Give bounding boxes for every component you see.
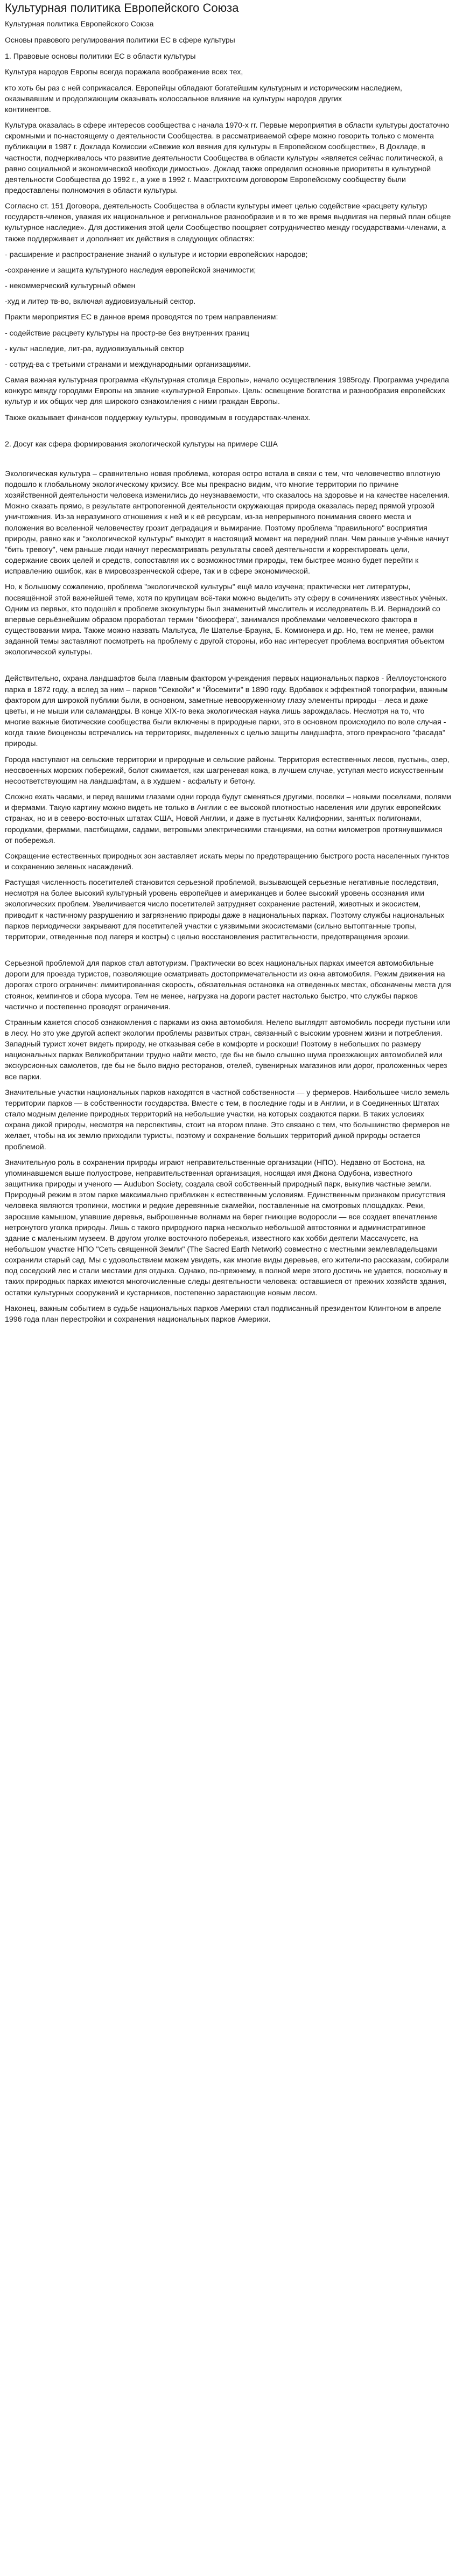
paragraph: Экологическая культура – сравнительно новая проблема, которая остро встала в связи с тем, что человечество вплотную подошло к глобальному экологическому кризису. Все мы прекрасно видим, что многие территории по причине хозяйственной деятельности человека изменились до неузнаваемости, что сказалось на здоровье и на качестве населения. Можно сказать прямо, в результате антропогенной деятельности окружающая природа оказалась перед прямой угрозой уничтожения. Из-за неразумного отношения к ней и к её ресурсам, из-за непрерывного понимания своего места и положения во вселенной человечеству грозит деградация и вымирание. Поэтому проблема "правильного" восприятия природы, равно как и "экологической культуры" выходит в настоящий момент на передний план. Чем раньше учёные начнут "бить тревогу", чем раньше люди начнут пересматривать результаты своей деятельности и корректировать цели, содержание своих целей и средств, сопоставляя их с возможностями природы, тем быстрее можно будет перейти к исправлению ошибок, как в мировоззренческой сфере, так и в сфере экономической.	[5, 469, 450, 576]
list-item: - содействие расцвету культуры на простр-ве без внутренних границ	[5, 329, 250, 338]
list-item: - некоммерческий культурный обмен	[5, 282, 136, 291]
paragraph: Города наступают на сельские территории и природные и сельские районы. Территория естественных лесов, пустынь, озер, неосвоенных морских побережий, болот сжимается, как шагреневая кожа, в лучшем случае, уступая место искусственным несоответствующим на ландшафтам, а в худшем - асфальту и бетону.	[5, 755, 450, 786]
section-heading: 1. Правовые основы политики ЕС в области культуры	[5, 52, 196, 61]
paragraph: Наконец, важным событием в судьбе национальных парков Америки стал подписанный президентом Клинтоном в апреле 1996 года план перестройки и сохранения национальных парков Америки.	[5, 1304, 441, 1324]
paragraph: Действительно, охрана ландшафтов была главным фактором учреждения первых национальных парков - Йеллоустонского парка в 1872 году, а вслед за ним – парков "Секвойи" и "Йосемити" в 1890 году. Вдобавок к эффектной топографии, важным фактором для широкой публики были, в основном, заметные невооруженному глазу элементы природы – леса и даже цветы, и не мыши или саламандры. В конце XIX-го века экологическая наука лишь зарождалась. Несмотря на то, что многие важные биотические сообщества были включены в природные парки, это в основном происходило по воле случая - когда такие биоценозы встречались на территориях, выделенных с целью защиты ландшафта, этого прекрасного "фасада" природы.	[5, 674, 448, 749]
list-item: -худ и литер тв-во, включая аудиовизуальный сектор.	[5, 297, 196, 306]
paragraph: Значительные участки национальных парков находятся в частной собственности — у фермеров. Наибольшее число земель территории парков — в собственности государства. Вместе с тем, в последние годы и в Англии, и в Соединенных Штатах стало модным деление природных территорий на небольшие участки, на которых создаются парки. В таких условиях охрана дикой природы, несмотря на перспективы, стоит на втором плане. Это связано с тем, что большинство фермеров не желает, чтобы на их землю приходили туристы, поэтому и сохранение больших территорий дикой природы остается проблемой.	[5, 1088, 450, 1151]
intro-line: Основы правового регулирования политики ЕС в сфере культуры	[5, 35, 235, 44]
list-item: - сотруд-ва с третьими странами и международными организациями.	[5, 360, 251, 369]
paragraph: Сложно ехать часами, и перед вашими глазами одни города будут сменяться другими, поселки – новыми поселками, полями и фермами. Такую картину можно видеть не только в Англии с ее высокой плотностью населения или других европейских странах, но и в северо-восточных штатах США, Новой Англии, и даже в пустынях Калифорнии, занятых полигонами, городками, фермами, пастбищами, садами, ветровыми электрическими станциями, на сотни километров протянувшимися от побережья.	[5, 793, 451, 845]
section-heading: 2. Досуг как сфера формирования экологической культуры на примере США	[5, 439, 278, 449]
paragraph: Также оказывает финансов поддержку культуры, проводимым в государствах-членах.	[5, 413, 311, 422]
paragraph: кто хоть бы раз с ней соприкасался. Европейцы обладают богатейшим культурным и историческим наследием, оказывавшим и продолжающим оказывать колоссальное влияние на культуры народов других	[5, 83, 402, 103]
paragraph: Культура народов Европы всегда поражала воображение всех тех,	[5, 68, 243, 77]
list-item: - расширение и распространение знаний о культуре и истории европейских народов;	[5, 250, 308, 259]
subtitle: Культурная политика Европейского Союза	[5, 19, 154, 29]
page-title: Культурная политика Европейского Союза	[5, 1, 239, 15]
paragraph: континентов.	[5, 105, 51, 114]
list-item: - культ наследие, лит-ра, аудиовизуальный сектор	[5, 344, 184, 353]
paragraph: Культура оказалась в сфере интересов сообщества с начала 1970-х гг. Первые мероприятия в области культуры достаточно скромными и по-настоящему о деятельности Сообщества. в рассматриваемой сфере можно говорить только с момента публикации в 1987 г. Доклада Комиссии «Свежие кол веяния для культуры в Европейском сообществе», В Докладе, в частности, подчеркивалось что развитие деятельности Сообщества в области культуры «является сейчас политической, а равно социальной и экономической необходи димостью». Доклад также определил основные приоритеты в культурной деятельности Сообщества до 1992 г., а уже в 1992 г. Маастрихтским договором Европейскому сообществу были предоставлены полномочия в области культуры.	[5, 121, 450, 196]
list-item: -сохранение и защита культурного наследия европейской значимости;	[5, 266, 256, 275]
paragraph: Практи мероприятия ЕС в данное время проводятся по трем направлениям:	[5, 313, 278, 322]
paragraph: Серьезной проблемой для парков стал автотуризм. Практически во всех национальных парках имеется автомобильные дороги для проезда туристов, позволяющие осматривать достопримечательности из окна автомобиля. Режим движения на дорогах строго ограничен: лимитированная скорость, обязательная остановка на отведенных местах, обозначены места для стоянок, кемпингов и сбора мусора. Тем не менее, нагрузка на дороги растет настолько быстро, что службы парков частично и постепенно проводят ограничения.	[5, 959, 451, 1011]
paragraph: Сокращение естественных природных зон заставляет искать меры по предотвращению быстрого роста населенных пунктов и сохранению зеленых насаждений.	[5, 851, 450, 871]
paragraph: Растущая численность посетителей становится серьезной проблемой, вызывающей серьезные негативные последствия, несмотря на более высокий культурный уровень европейцев и американцев и более высокий уровень осознания ими экологических проблем. Увеличивается число посетителей затрудняет сохранение растений, животных и экосистем, приводит к частичному разрушению и загрязнению природы даже в национальных парках. Поэтому службы национальных парков периодически закрывают для посетителей участки с уязвимыми экосистемами (сильно вытоптанные тропы, территории, отведенные под лагеря и костры) с целью восстановления растительности, предотвращения эрозии.	[5, 878, 445, 941]
paragraph: Но, к большому сожалению, проблема "экологической культуры" ещё мало изучена; практически нет литературы, посвящённой этой важнейшей теме, хотя по крупицам всё-таки можно выделить эту сферу в сочинениях известных учёных. Одним из первых, кто подошёл к проблеме экокультуры был знаменитый мыслитель и исследователь В.И. Вернадский со впервые серьёзнейшим образом проработал термин "биосфера", занимался проблемами человеческого фактора в существовании мира. Также можно назвать Мальтуса, Ле Шателье-Брауна, Б. Коммонера и др. Но, тем не менее, рамки заданной темы заставляют посмотреть на проблему с другой стороны, ибо нас интересует проблема восприятия объектом экологической культуры.	[5, 583, 448, 657]
paragraph: Значительную роль в сохранении природы играют неправительственные организации (НПО). Недавно от Бостона, на упоминавшемся выше полуострове, неправительственная организация, носящая имя Джона Одубона, известного защитника природы и ученого — Audubon Society, создала свой собственный природный парк, выкупив частные земли. Природный режим в этом парке максимально приближен к естественным условиям. Единственным признаком присутствия человека являются тропинки, мостики и редкие деревянные скамейки, поставленные на смотровых площадках. Реки, заросшие камышом, упавшие деревья, выброшенные волнами на берег гниющие водоросли — все создает впечатление нетронутого уголка природы. Лишь с такого природного парка несколько небольшой автостоянки и административное здание с маленьким музеем. В другом уголке восточного побережья, известного как хобби деятели Массачусетс, на небольшом участке НПО "Сеть священной Земли" (The Sacred Earth Network) совместно с местными землевладельцами сохранили старый сад. Мы с удовольствием можем увидеть, как многие виды деревьев, его жители-по рассказам, собирали под соседский лес и стали местами для отдыха. Однако, по-прежнему, в полной мере этого достичь не удается, поскольку в таких природных парках имеются многочисленные следы деятельности человека: оставшиеся от прежних хозяйств здания, остатки культурных сооружений и кустарников, постепенно зарастающие новым лесом.	[5, 1158, 449, 1297]
paragraph: Согласно ст. 151 Договора, деятельность Сообщества в области культуры имеет целью содействие «расцвету культур государств-членов, уважая их национальное и региональное разнообразие и в то же время выдвигая на первый план общее культурное наследие». Для достижения этой цели Сообщество поощряет сотрудничество между государствами-членами, а также поддерживает и дополняет их действия в следующих областях:	[5, 202, 451, 243]
paragraph: Странным кажется способ ознакомления с парками из окна автомобиля. Нелепо выглядят автомобиль посреди пустыни или в лесу. Но это уже другой аспект экологии проблемы развитых стран, связанный с высоким уровнем жизни и потребления. Западный турист хочет видеть природу, не отказывая себе в комфорте и роскоши! Поэтому в небольших по размеру национальных парках Великобритании трудно найти место, где бы не было слышно шума проезжающих автомобилей или экскурсионных самолетов, где бы не было видно ресторанов, отелей, сувенирных магазинов или дорог, проложенных через все парки.	[5, 1018, 450, 1081]
paragraph: Самая важная культурная программа «Культурная столица Европы», начало осуществления 1985году. Программа учредила конкурс между городами Европы на звание «культурной Европы». Цель: освещение богатства и разнообразия европейских культур и их общих чер для широкого ознакомления с ними граждан Европы.	[5, 376, 450, 407]
